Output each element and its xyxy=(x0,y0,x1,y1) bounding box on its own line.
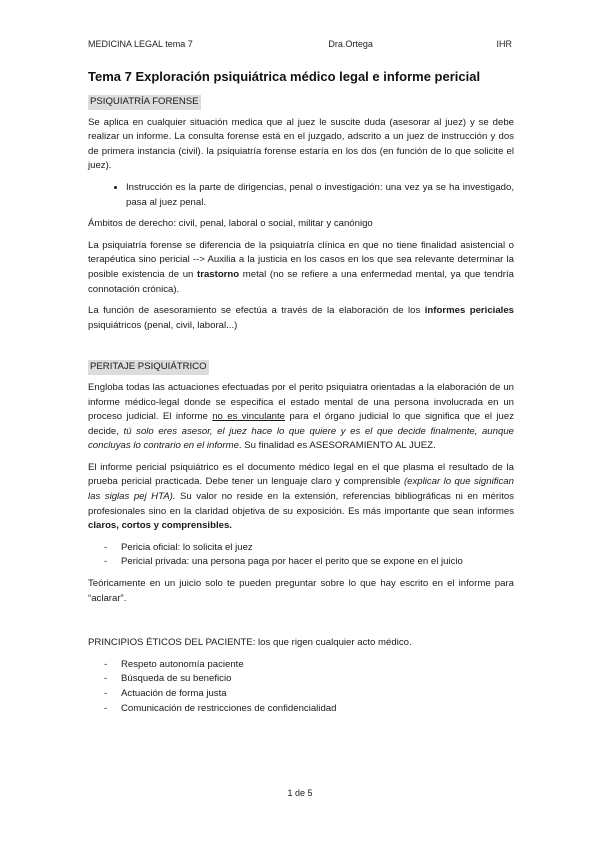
bullet-list xyxy=(88,181,514,210)
page-number: 1 de 5 xyxy=(287,788,313,798)
section-heading-psiquiatria-forense: PSIQUIATRÍA FORENSE xyxy=(88,95,201,110)
paragraph: El informe pericial psiquiátrico es el documento médico legal en el que plasma el resultado de la prueba pericial practicada. Debe tener un lenguaje claro y comprensible (explicar lo que significan las siglas pej HTA). Su valor no reside en la extensión, referencias bibliográficas ni en méritos profesionales sino en la claridad objetiva de su exposición. Es más importante que sean informes claros, cortos y comprensibles. xyxy=(88,461,514,532)
paragraph: La función de asesoramiento se efectúa a través de la elaboración de los informes periciales psiquiátricos (penal, civil, laboral...) xyxy=(88,305,514,331)
paragraph: Teóricamente en un juicio solo te pueden preguntar sobre lo que hay escrito en el informe para “aclarar”. xyxy=(88,578,514,604)
section-heading-peritaje: PERITAJE PSIQUIÁTRICO xyxy=(88,360,209,375)
document-body xyxy=(88,68,514,723)
dash-list xyxy=(88,658,514,716)
list-item: - Respeto autonomía paciente xyxy=(88,658,514,673)
list-item: - Pericial privada: una persona paga por hacer el perito que se expone en el juicio xyxy=(88,555,514,570)
list-item: - Actuación de forma justa xyxy=(88,687,514,702)
header-center: Dra.Ortega xyxy=(328,39,373,49)
list-item: - Pericia oficial: lo solicita el juez xyxy=(88,541,514,556)
list-item: - Búsqueda de su beneficio xyxy=(88,672,514,687)
dash-list xyxy=(88,541,514,570)
header-left: MEDICINA LEGAL tema 7 xyxy=(88,39,193,49)
paragraph: La psiquiatría forense se diferencia de la psiquiatría clínica en que no tiene finalidad asistencial o terapéutica sino pericial --> Auxilia a la justicia en los casos en los que sea relevante determinar la posible existencia de un trastorno metal (no se refiere a una enfermedad mental, ya que tendría connotación crónica). xyxy=(88,239,514,295)
header-right: IHR xyxy=(496,39,512,49)
page-title: Tema 7 Exploración psiquiátrica médico legal e informe pericial xyxy=(88,69,481,84)
paragraph: Engloba todas las actuaciones efectuadas por el perito psiquiatra orientadas a la elaboración de un informe médico-legal donde se especifica el estado mental de una persona involucrada en un proceso judicial. El informe no es vinculante para el órgano judicial lo que significa que el juez decide, tú solo eres asesor, el juez hace lo que quiere y es el que decide finalmente, aunque concluyas lo contrario en el informe. Su finalidad es ASESORAMIENTO AL JUEZ. xyxy=(88,381,515,452)
list-item: - Comunicación de restricciones de confidencialidad xyxy=(88,702,514,717)
paragraph: Se aplica en cualquier situación medica que al juez le suscite duda (asesorar al juez) y se debe realizar un informe. La consulta forense está en el juzgado, adscrito a un juez de instrucción y dos de primera instancia (civil). la psiquiatría forense estaría en los dos (en función de lo que solicite el juez). xyxy=(88,116,514,172)
page-header xyxy=(88,37,512,52)
list-item: • Instrucción es la parte de dirigencias, penal o investigación: una vez ya se ha investigado, pasa al juez penal. xyxy=(126,181,514,210)
section-heading-principios: PRINCIPIOS ÉTICOS DEL PACIENTE: los que rigen cualquier acto médico. xyxy=(88,637,412,649)
paragraph: Ámbitos de derecho: civil, penal, laboral o social, militar y canónigo xyxy=(88,218,373,230)
